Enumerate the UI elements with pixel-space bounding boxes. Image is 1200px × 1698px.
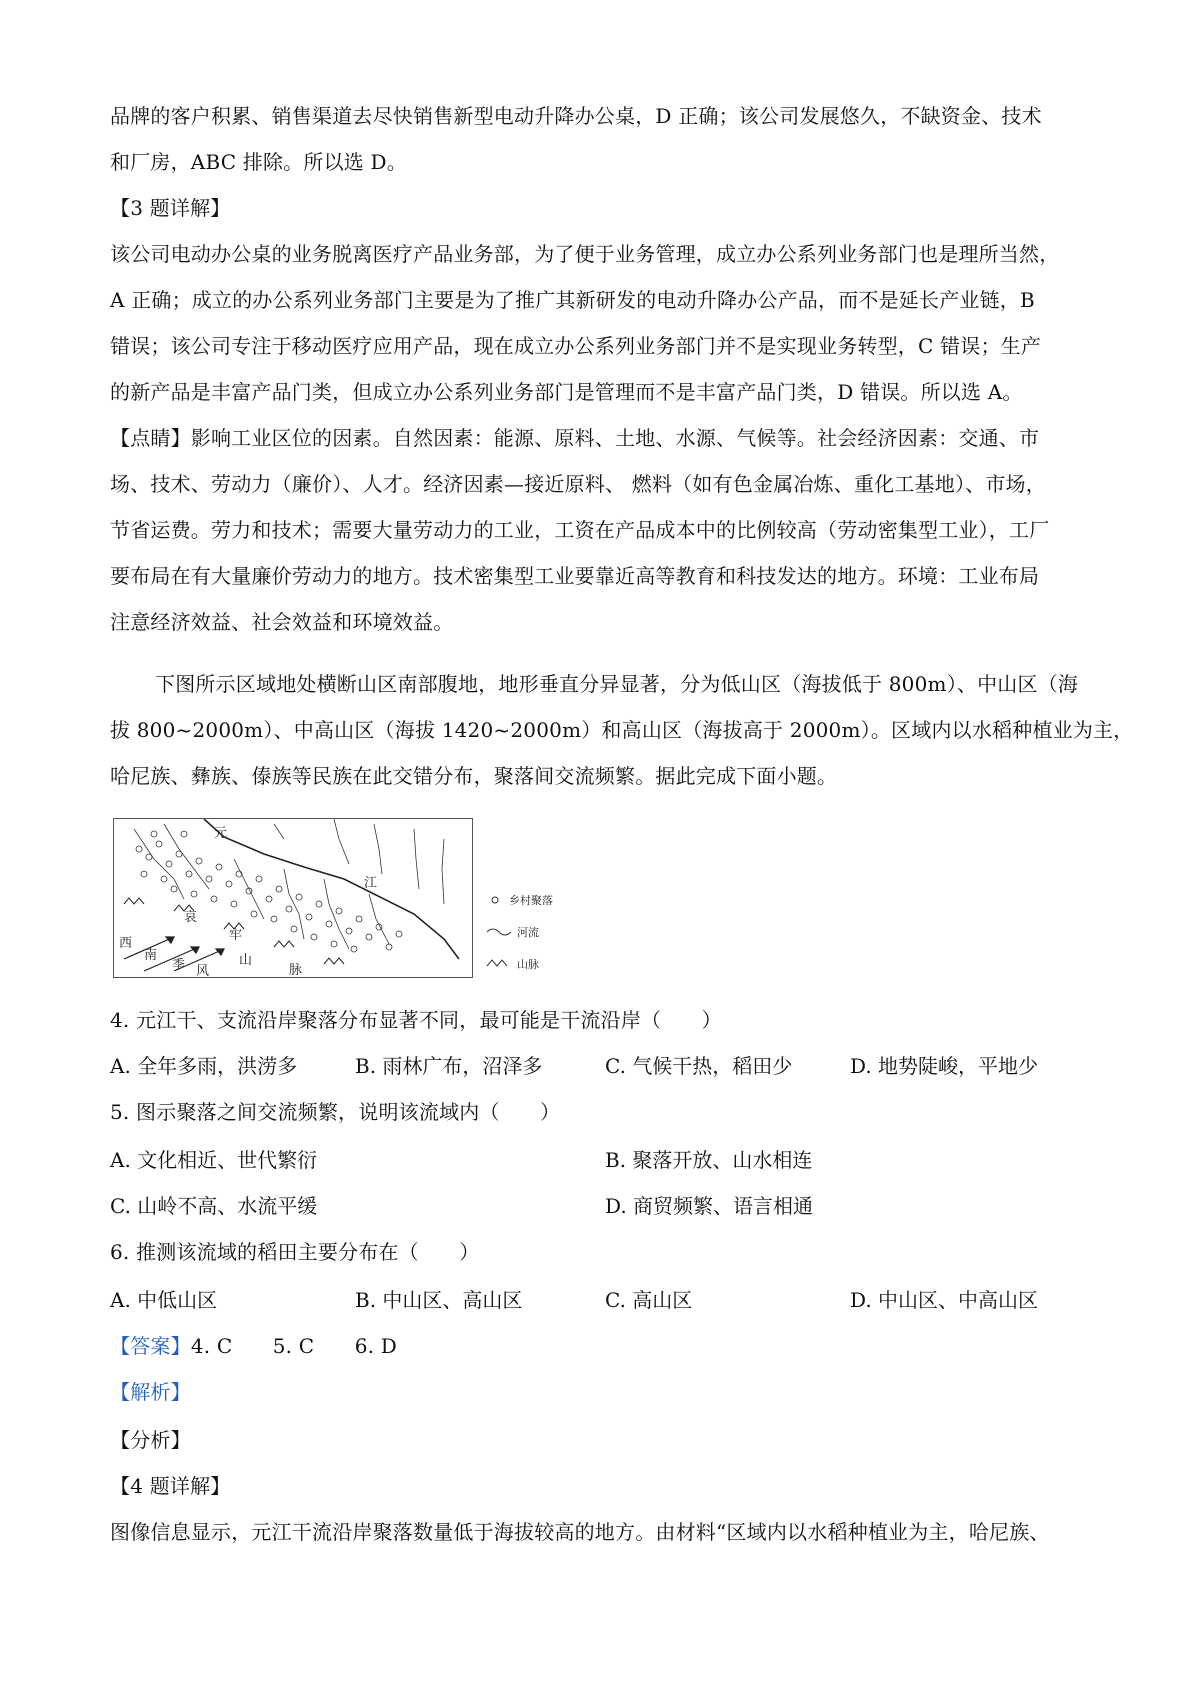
monsoon-label: 南 [144,947,158,962]
monsoon-label: 季 [172,957,186,972]
section-heading: 【3 题详解】 [110,196,231,220]
tip-paragraph-line: 节省运费。劳力和技术；需要大量劳动力的工业，工资在产品成本中的比例较高（劳动密集型工业），工厂 [110,518,1050,542]
legend-settlement-label: 乡村聚落 [509,894,553,907]
river-label: 江 [364,875,378,890]
q4-option-b: B. 雨林广布，沼泽多 [355,1054,543,1078]
q6-option-c: C. 高山区 [605,1288,693,1312]
answer-label: 【答案】 [110,1334,191,1358]
river-legend-icon [487,929,511,935]
tributary [134,829,184,899]
settlement-legend-icon [492,897,498,903]
tributary [374,824,382,874]
intro-paragraph-line: 下图所示区域地处横断山区南部腹地，地形垂直分异显著，分为低山区（海拔低于 800m）、中山区（海 [155,672,1079,696]
paragraph-line: 图像信息显示，元江干流沿岸聚落数量低于海拔较高的地方。由材料“区域内以水稻种植业为主，哈尼族、 [110,1520,1050,1544]
tributary [442,839,444,904]
paragraph-line: A 正确；成立的办公系列业务部门主要是为了推广其新研发的电动升降办公产品，而不是延长产业链，B [110,288,1035,312]
breakdown-heading: 【分析】 [110,1428,191,1452]
q5-option-c: C. 山岭不高、水流平缓 [110,1194,318,1218]
intro-paragraph-line: 拔 800~2000m）、中高山区（海拔 1420~2000m）和高山区（海拔高于 2000m）。区域内以水稻种植业为主， [110,718,1134,742]
mountain-label: 山 [239,952,253,967]
q4-option-d: D. 地势陡峻，平地少 [850,1054,1039,1078]
main-river [204,819,459,959]
answer-values: 4. C 5. C 6. D [190,1334,397,1358]
tributary [284,869,304,939]
section-heading: 【4 题详解】 [110,1474,231,1498]
question-6: 6. 推测该流域的稻田主要分布在（ ） [110,1240,480,1264]
paragraph-line: 的新产品是丰富产品门类，但成立办公系列业务部门是管理而不是丰富产品门类，D 错误。所以选 A。 [110,380,1023,404]
analysis-heading: 【解析】 [110,1380,191,1404]
mountain-label: 牢 [229,927,243,942]
paragraph-line: 该公司电动办公桌的业务脱离医疗产品业务部，为了便于业务管理，成立办公系列业务部门也是理所当然， [110,242,1060,266]
answer-line [110,1332,397,1360]
paragraph-line: 和厂房，ABC 排除。所以选 D。 [110,150,407,174]
paragraph-line: 品牌的客户积累、销售渠道去尽快销售新型电动升降办公桌，D 正确；该公司发展悠久，不缺资金、技术 [110,104,1042,128]
q5-option-a: A. 文化相近、世代繁衍 [110,1148,318,1172]
tip-paragraph-line: 场、技术、劳动力（廉价）、人才。经济因素—接近原料、 燃料（如有色金属冶炼、重化工基地）、市场， [110,472,1046,496]
q4-option-a: A. 全年多雨，洪涝多 [110,1054,298,1078]
map-legend [485,890,615,980]
intro-paragraph-line: 哈尼族、彝族、傣族等民族在此交错分布，聚落间交流频繁。据此完成下面小题。 [110,764,838,788]
question-4: 4. 元江干、支流沿岸聚落分布显著不同，最可能是干流沿岸（ ） [110,1008,722,1032]
q5-option-d: D. 商贸频繁、语言相通 [605,1194,814,1218]
q4-option-c: C. 气候干热，稻田少 [605,1054,793,1078]
tip-paragraph-line: 【点睛】影响工业区位的因素。自然因素：能源、原料、土地、水源、气候等。社会经济因素：交通、市 [110,426,1040,450]
legend-river-label: 河流 [517,926,539,939]
tributary [234,859,264,919]
region-map [113,818,473,978]
map-drawing [114,819,472,977]
settlement-cluster [136,831,402,952]
paragraph-line: 错误；该公司专注于移动医疗应用产品，现在成立办公系列业务部门并不是实现业务转型，C 错误；生产 [110,334,1042,358]
mountain-label: 脉 [289,962,303,977]
tributary [414,829,419,889]
q5-option-b: B. 聚落开放、山水相连 [605,1148,813,1172]
tip-paragraph-line: 注意经济效益、社会效益和环境效益。 [110,610,454,634]
monsoon-label: 西 [119,935,133,950]
monsoon-label: 风 [196,963,210,977]
tip-paragraph-line: 要布局在有大量廉价劳动力的地方。技术密集型工业要靠近高等教育和科技发达的地方。环境：工业布局 [110,564,1040,588]
question-5: 5. 图示聚落之间交流频繁，说明该流域内（ ） [110,1100,561,1124]
river-label: 元 [214,825,228,840]
tributary [274,824,284,839]
q6-option-d: D. 中山区、中高山区 [850,1288,1039,1312]
q6-option-a: A. 中低山区 [110,1288,218,1312]
mountain-legend-icon [487,960,507,966]
mountain-label: 哀 [184,909,198,924]
tributary [324,879,349,949]
tributary [334,819,349,864]
legend-mountain-label: 山脉 [517,958,539,971]
tributary [164,824,209,889]
q6-option-b: B. 中山区、高山区 [355,1288,523,1312]
